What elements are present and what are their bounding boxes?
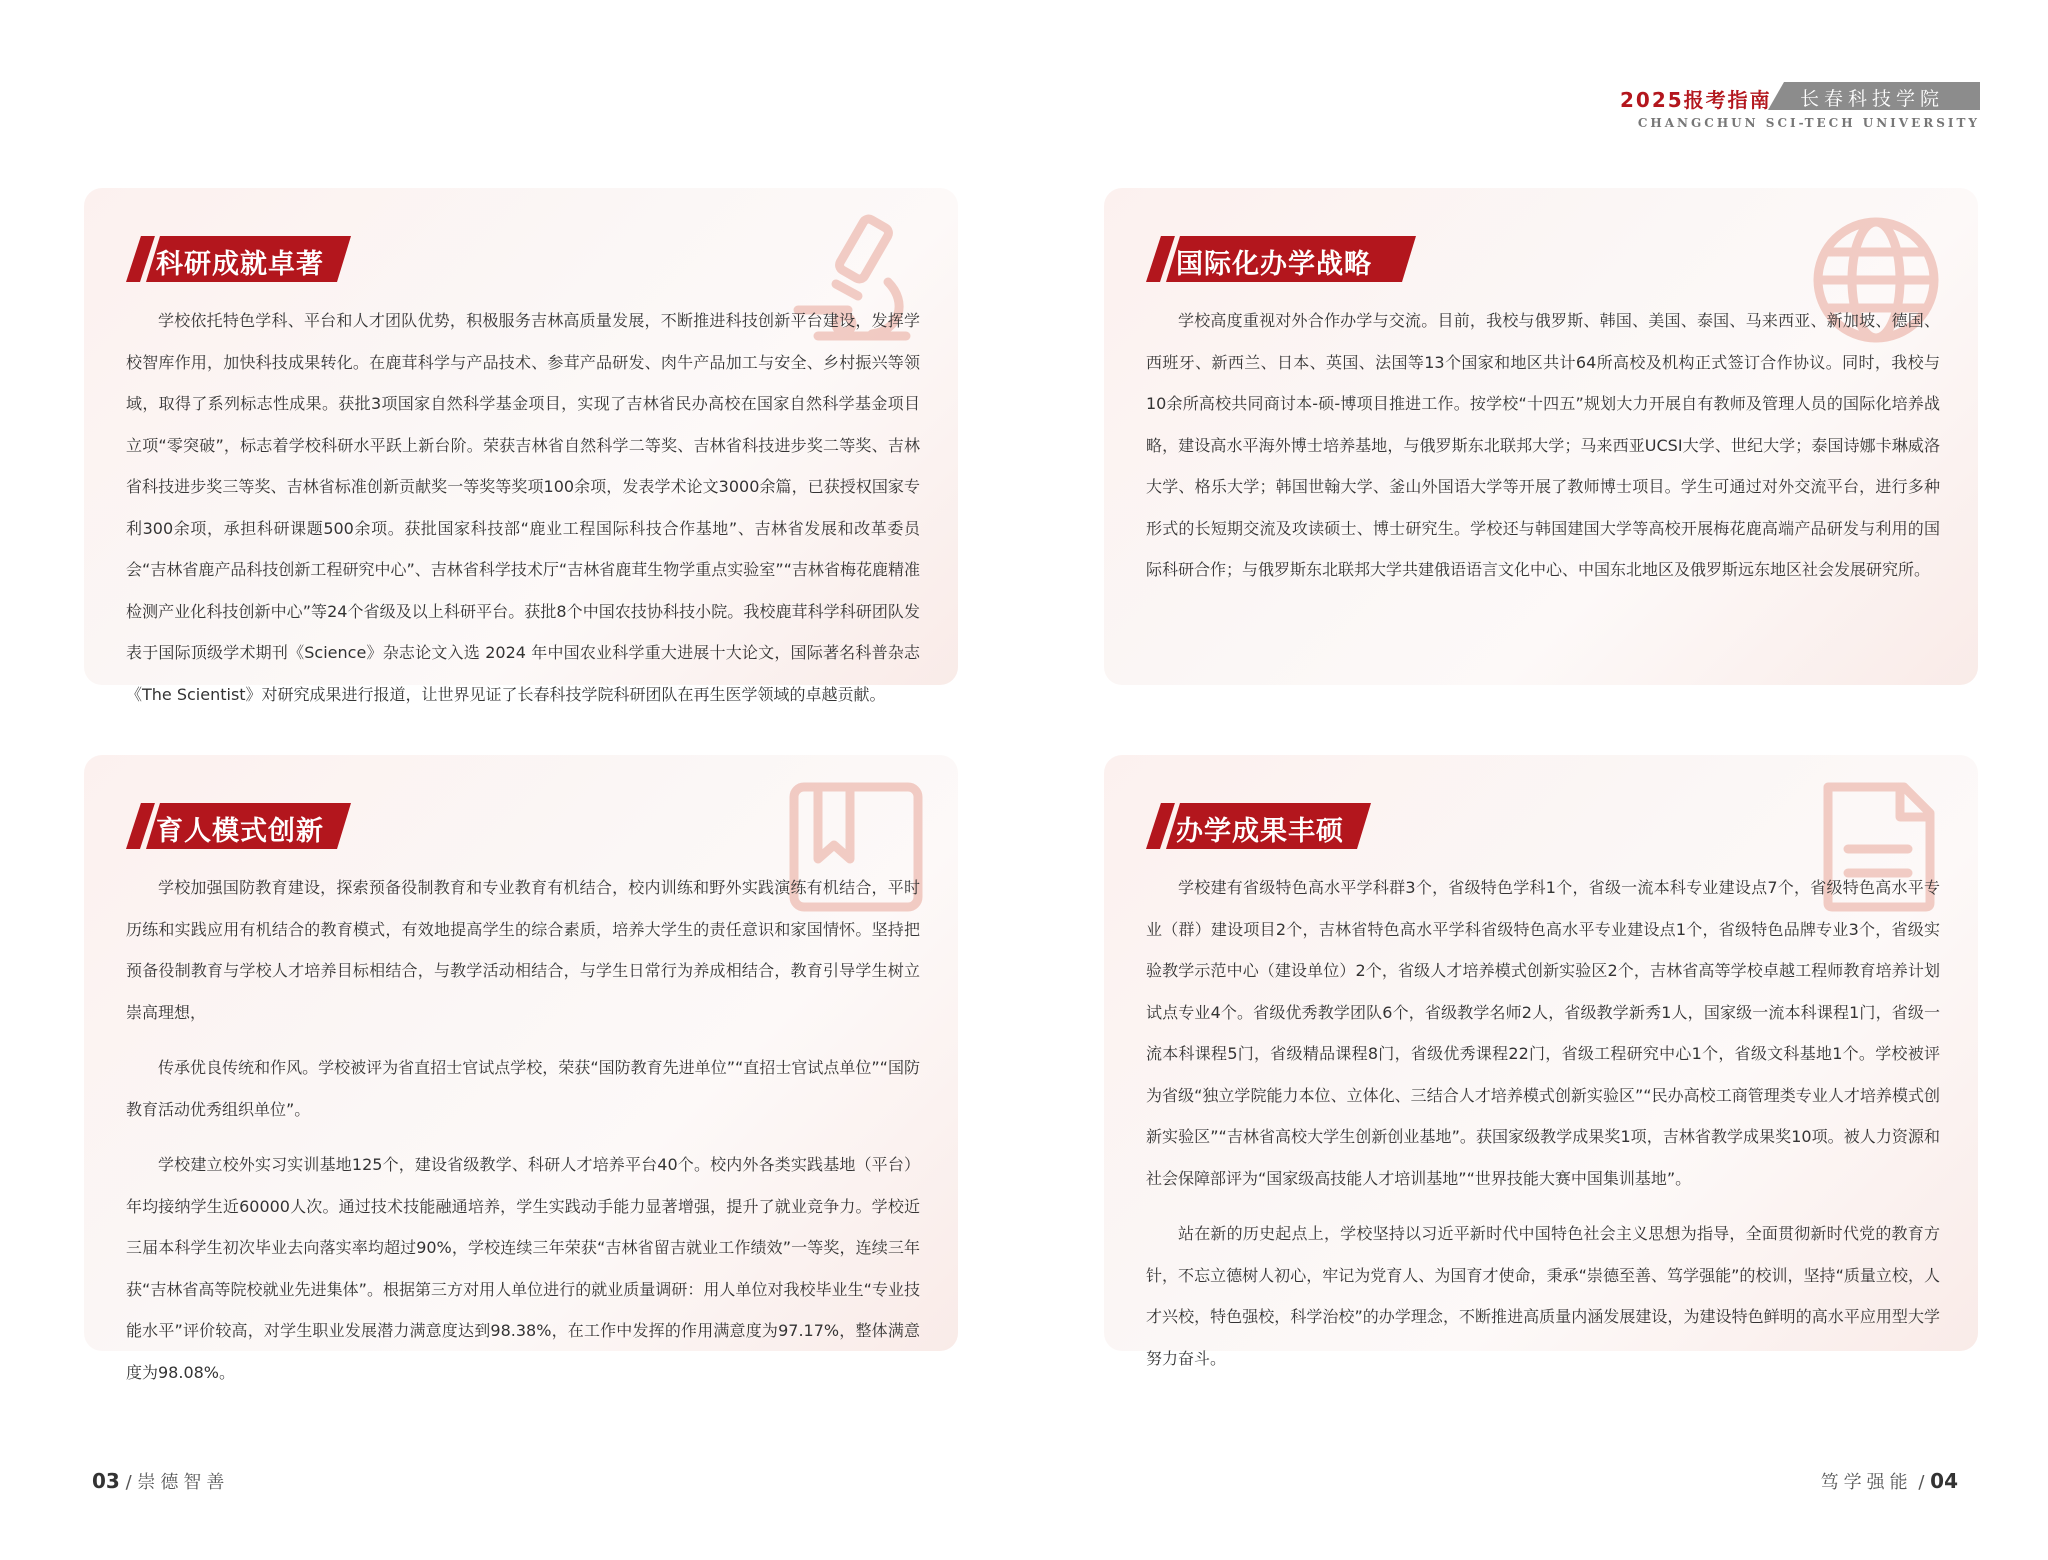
- achievements-card: [1104, 755, 1978, 1368]
- university-name-en: CHANGCHUN SCI-TECH UNIVERSITY: [1637, 116, 1980, 130]
- section-title-tab: [1146, 236, 1416, 282]
- paragraph: 学校加强国防教育建设，探索预备役制教育和专业教育有机结合，校内训练和野外实践演练有机结合，平时历练和实践应用有机结合的教育模式，有效地提高学生的综合素质，培养大学生的责任意识和家国情怀。坚持把预备役制教育与学校人才培养目标相结合，与教学活动相结合，与学生日常行为养成相结合，教育引导学生树立崇高理想，: [126, 878, 920, 1022]
- section-title: 科研成就卓著: [156, 249, 324, 280]
- section-body: [126, 300, 920, 715]
- paragraph: 学校建立校外实习实训基地125个，建设省级教学、科研人才培养平台40个。校内外各类实践基地（平台）年均接纳学生近60000人次。通过技术技能融通培养，学生实践动手能力显著增强，提升了就业竞争力。学校近三届本科学生初次毕业去向落实率均超过90%，学校连续三年荣获“吉林省留吉就业工作绩效”一等奖，连续三年获“吉林省高等院校就业先进集体”。根据第三方对用人单位进行的就业质量调研：用人单位对我校毕业生“专业技能水平”评价较高，对学生职业发展潜力满意度达到98.38%，在工作中发挥的作用满意度为97.17%，整体满意度为98.08%。: [126, 1155, 920, 1382]
- section-title: 育人模式创新: [156, 816, 324, 847]
- footer-motto-left: 崇德智善: [137, 1472, 230, 1493]
- paragraph: 传承优良传统和作风。学校被评为省直招士官试点学校，荣获“国防教育先进单位”“直招士官试点单位”“国防教育活动优秀组织单位”。: [126, 1058, 920, 1119]
- footer-left: 03 / 崇德智善: [92, 1469, 230, 1493]
- university-name-cn: 长春科技学院: [1800, 88, 1945, 110]
- paragraph: 学校建有省级特色高水平学科群3个，省级特色学科1个，省级一流本科专业建设点7个，省级特色高水平专业（群）建设项目2个，吉林省特色高水平学科省级特色高水平专业建设点1个，省级特色品牌专业3个，省级实验教学示范中心（建设单位）2个，省级人才培养模式创新实验区2个，吉林省高等学校卓越工程师教育培养计划试点专业4个。省级优秀教学团队6个，省级教学名师2人，省级教学新秀1人，国家级一流本科课程1门，省级一流本科课程5门，省级精品课程8门，省级优秀课程22门，省级工程研究中心1个，省级文科基地1个。学校被评为省级“独立学院能力本位、立体化、三结合人才培养模式创新实验区”“民办高校工商管理类专业人才培养模式创新实验区”“吉林省高校大学生创新创业基地”。获国家级教学成果奖1项，吉林省教学成果奖10项。被人力资源和社会保障部评为“国家级高技能人才培训基地”“世界技能大赛中国集训基地”。: [1146, 878, 1940, 1188]
- footer-motto-right: 笃学强能: [1820, 1472, 1913, 1493]
- section-title-tab: [1146, 803, 1374, 849]
- research-card: [84, 188, 958, 704]
- section-title-tab: [126, 803, 354, 849]
- section-body: [126, 867, 920, 1393]
- section-body: [1146, 300, 1940, 591]
- section-body: [1146, 867, 1940, 1379]
- paragraph: 站在新的历史起点上，学校坚持以习近平新时代中国特色社会主义思想为指导，全面贯彻新时代党的教育方针，不忘立德树人初心，牢记为党育人、为国育才使命，秉承“崇德至善、笃学强能”的校训，坚持“质量立校，人才兴校，特色强校，科学治校”的办学理念，不断推进高质量内涵发展建设，为建设特色鲜明的高水平应用型大学努力奋斗。: [1146, 1224, 1940, 1368]
- page-number-left: 03: [92, 1469, 120, 1493]
- section-title: 办学成果丰硕: [1176, 816, 1344, 847]
- page-number-right: 04: [1930, 1469, 1958, 1493]
- footer-right: 笃学强能 / 04: [1820, 1469, 1958, 1493]
- paragraph: 学校依托特色学科、平台和人才团队优势，积极服务吉林高质量发展，不断推进科技创新平台建设，发挥学校智库作用，加快科技成果转化。在鹿茸科学与产品技术、参茸产品研发、肉牛产品加工与安全、乡村振兴等领域，取得了系列标志性成果。获批3项国家自然科学基金项目，实现了吉林省民办高校在国家自然科学基金项目立项“零突破”，标志着学校科研水平跃上新台阶。荣获吉林省自然科学二等奖、吉林省科技进步奖二等奖、吉林省科技进步奖三等奖、吉林省标准创新贡献奖一等奖等奖项100余项，发表学术论文3000余篇，已获授权国家专利300余项，承担科研课题500余项。获批国家科技部“鹿业工程国际科技合作基地”、吉林省发展和改革委员会“吉林省鹿产品科技创新工程研究中心”、吉林省科学技术厅“吉林省鹿茸生物学重点实验室”“吉林省梅花鹿精准检测产业化科技创新中心”等24个省级及以上科研平台。获批8个中国农技协科技小院。我校鹿茸科学科研团队发表于国际顶级学术期刊《Science》杂志论文入选 2024 年中国农业科学重大进展十大论文，国际著名科普杂志《The Scientist》对研究成果进行报道，让世界见证了长春科技学院科研团队在再生医学领域的卓越贡献。: [126, 311, 920, 704]
- page-header: [1620, 82, 1980, 132]
- section-title: 国际化办学战略: [1176, 249, 1372, 280]
- paragraph: 学校高度重视对外合作办学与交流。目前，我校与俄罗斯、韩国、美国、泰国、马来西亚、新加坡、德国、西班牙、新西兰、日本、英国、法国等13个国家和地区共计64所高校及机构正式签订合作协议。同时，我校与10余所高校共同商讨本-硕-博项目推进工作。按学校“十四五”规划大力开展自有教师及管理人员的国际化培养战略，建设高水平海外博士培养基地，与俄罗斯东北联邦大学；马来西亚UCSI大学、世纪大学；泰国诗娜卡琳威洛大学、格乐大学；韩国世翰大学、釜山外国语大学等开展了教师博士项目。学生可通过对外交流平台，进行多种形式的长短期交流及攻读硕士、博士研究生。学校还与韩国建国大学等高校开展梅花鹿高端产品研发与利用的国际科研合作；与俄罗斯东北联邦大学共建俄语语言文化中心、中国东北地区及俄罗斯远东地区社会发展研究所。: [1146, 311, 1940, 579]
- section-title-tab: [126, 236, 354, 282]
- guide-title: 2025报考指南: [1620, 88, 1772, 112]
- international-card: [1104, 188, 1978, 685]
- education-card: [84, 755, 958, 1382]
